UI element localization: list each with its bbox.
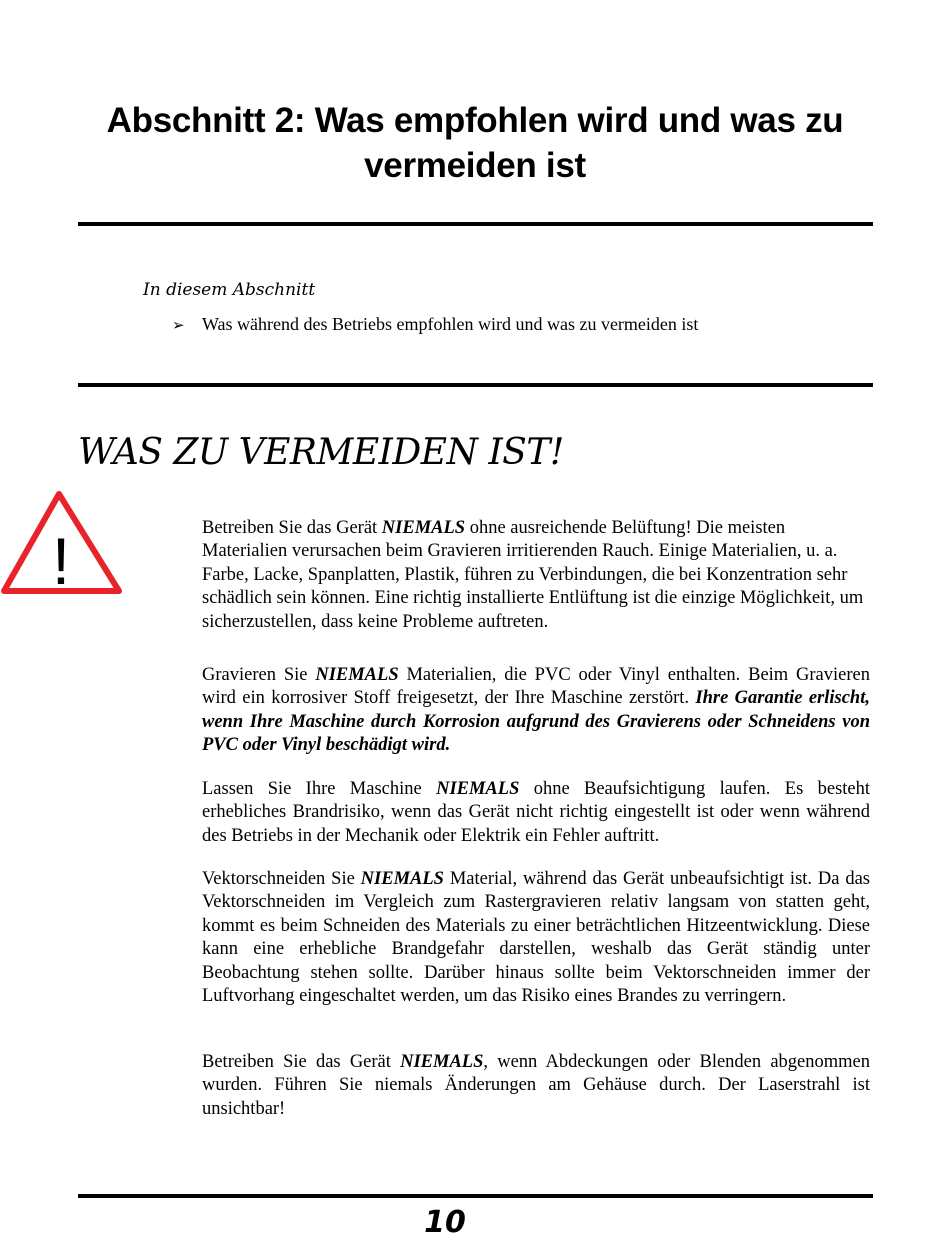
warning-triangle-icon	[0, 489, 124, 599]
paragraph-text: Materialien, die PVC oder Vinyl enthalten. Beim Gravieren wird ein korrosiver Stoff freigesetzt, der Ihre Maschine zerstört.	[202, 665, 870, 709]
paragraph-text: Vektorschneiden Sie	[202, 869, 361, 889]
section-title-line-2: vermeiden ist	[364, 146, 586, 185]
page-number: 10	[424, 1205, 466, 1240]
avoid-heading: WAS ZU VERMEIDEN IST!	[78, 432, 564, 473]
paragraph-text: Material, während das Gerät unbeaufsichtigt ist. Da das Vektorschneiden im Vergleich zum Rastergravieren relativ langsam von statten geht, kommt es beim Schneiden des Materials zu einer beträchtlichen Hitzeentwicklung. Diese kann eine erhebliche Brandgefahr darstellen, weshalb das Gerät ständig unter Beobachtung stehen sollte. Darüber hinaus sollte beim Vektorschneiden immer der Luftvorhang eingeschaltet werden, um das Risiko eines Brandes zu verringern.	[202, 869, 870, 1007]
paragraph-text: ohne ausreichende Belüftung! Die meisten Materialien verursachen beim Gravieren irritierenden Rauch. Einige Materialien, u. a. Farbe, Lacke, Spanplatten, Plastik, führen zu Verbindungen, die bei Konzentration sehr schädlich sein können. Eine richtig installierte Entlüftung ist die einzige Möglichkeit, um sicherzustellen, dass keine Probleme auftreten.	[202, 518, 864, 632]
arrow-bullet-icon: ➢	[172, 318, 185, 334]
section-title	[78, 98, 872, 188]
section-divider	[78, 383, 873, 387]
emphasis-niemals: NIEMALS	[360, 869, 444, 889]
paragraph-text: Lassen Sie Ihre Maschine	[202, 779, 437, 799]
warranty-warning: Ihre Garantie erlischt, wenn Ihre Maschine durch Korrosion aufgrund des Gravierens oder Schneidens von PVC oder Vinyl beschädigt wird.	[202, 688, 870, 756]
emphasis-niemals: NIEMALS	[400, 1052, 484, 1072]
paragraph-vector-cutting	[202, 868, 870, 1008]
paragraph-text: ohne Beaufsichtigung laufen. Es besteht erhebliches Brandrisiko, wenn das Gerät nicht richtig eingestellt ist oder wenn während des Betriebs in der Mechanik oder Elektrik ein Fehler auftritt.	[202, 779, 871, 846]
toc-item-text: Was während des Betriebs empfohlen wird und was zu vermeiden ist	[202, 314, 699, 334]
emphasis-niemals: NIEMALS	[381, 518, 466, 538]
footer-divider	[78, 1194, 873, 1198]
paragraph-ventilation	[202, 517, 870, 634]
paragraph-text: Betreiben Sie das Gerät	[202, 1052, 401, 1072]
in-section-label: In diesem Abschnitt	[143, 280, 316, 300]
paragraph-text: , wenn Abdeckungen oder Blenden abgenommen wurden. Führen Sie niemals Änderungen am Gehäuse durch. Der Laserstrahl ist unsichtbar!	[202, 1052, 871, 1119]
top-divider	[78, 222, 873, 226]
emphasis-niemals: NIEMALS	[436, 779, 520, 799]
toc-item	[172, 313, 698, 337]
paragraph-text: Betreiben Sie das Gerät	[202, 518, 382, 538]
section-title-line-1: Abschnitt 2: Was empfohlen wird und was zu	[106, 101, 844, 140]
paragraph-pvc	[202, 664, 870, 758]
paragraph-text: Gravieren Sie	[202, 665, 316, 685]
paragraph-supervision	[202, 778, 870, 848]
warning-exclamation: !	[51, 524, 71, 598]
paragraph-covers	[202, 1051, 870, 1121]
emphasis-niemals: NIEMALS	[315, 665, 399, 685]
